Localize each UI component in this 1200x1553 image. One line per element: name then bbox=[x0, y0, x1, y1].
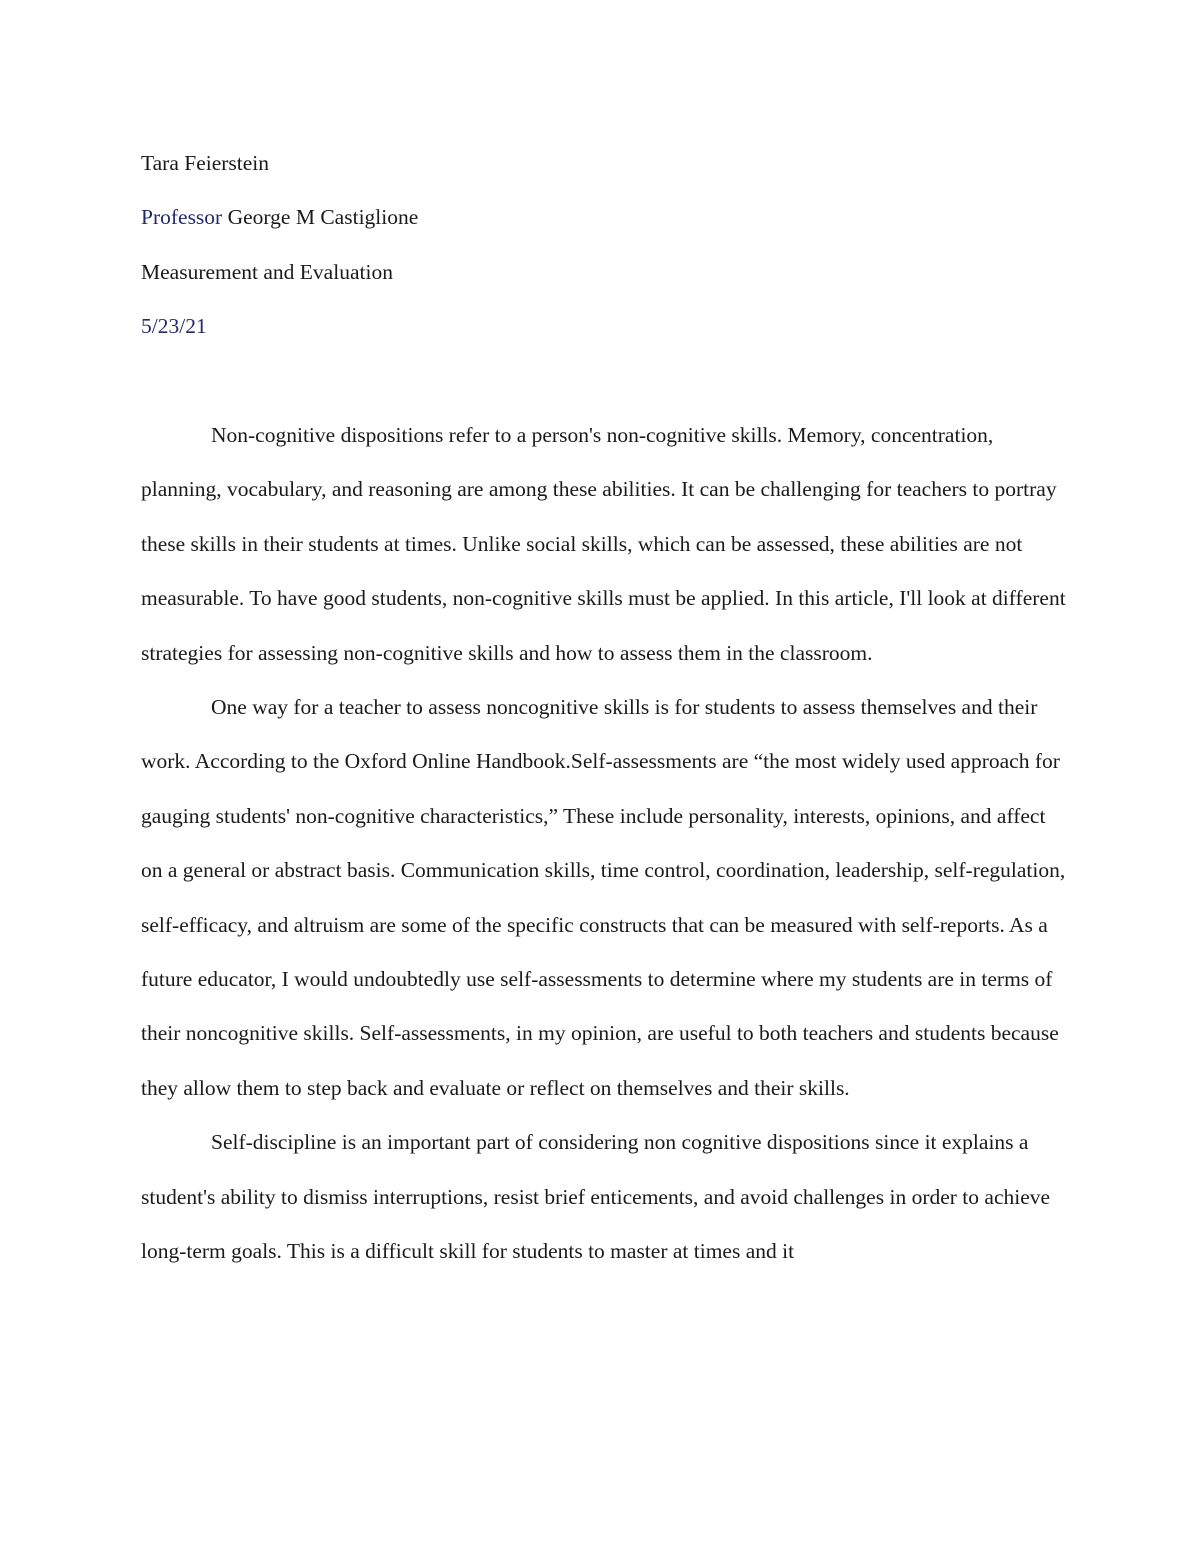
document-date: 5/23/21 bbox=[141, 314, 207, 339]
blank-line bbox=[141, 354, 1066, 408]
professor-line bbox=[141, 190, 1066, 244]
professor-prefix: Professor bbox=[141, 205, 223, 230]
professor-name: George M Castiglione bbox=[227, 205, 419, 230]
body-paragraph-2: One way for a teacher to assess noncognitive skills is for students to assess themselves and their work. According to the Oxford Online Handbook.Self-assessments are “the most widely used approach for gauging students' non-cognitive characteristics,” These include personality, interests, opinions, and affect on a general or abstract basis. Communication skills, time control, coordination, leadership, self-regulation, self-efficacy, and altruism are some of the specific constructs that can be measured with self-reports. As a future educator, I would undoubtedly use self-assessments to determine where my students are in terms of their noncognitive skills. Self-assessments, in my opinion, are useful to both teachers and students because they allow them to step back and evaluate or reflect on themselves and their skills. bbox=[141, 695, 1066, 1100]
body-paragraph-1: Non-cognitive dispositions refer to a person's non-cognitive skills. Memory, concentration, planning, vocabulary, and reasoning are among these abilities. It can be challenging for teachers to portray these skills in their students at times. Unlike social skills, which can be assessed, these abilities are not measurable. To have good students, non-cognitive skills must be applied. In this article, I'll look at different strategies for assessing non-cognitive skills and how to assess them in the classroom. bbox=[141, 423, 1066, 665]
student-name: Tara Feierstein bbox=[141, 151, 270, 175]
body-paragraph-3: Self-discipline is an important part of considering non cognitive dispositions since it explains a student's ability to dismiss interruptions, resist brief enticements, and avoid challenges in order to achieve long-term goals. This is a difficult skill for students to master at times and it bbox=[141, 1130, 1051, 1264]
document-content bbox=[141, 136, 1066, 1279]
course-name: Measurement and Evaluation bbox=[141, 259, 393, 284]
